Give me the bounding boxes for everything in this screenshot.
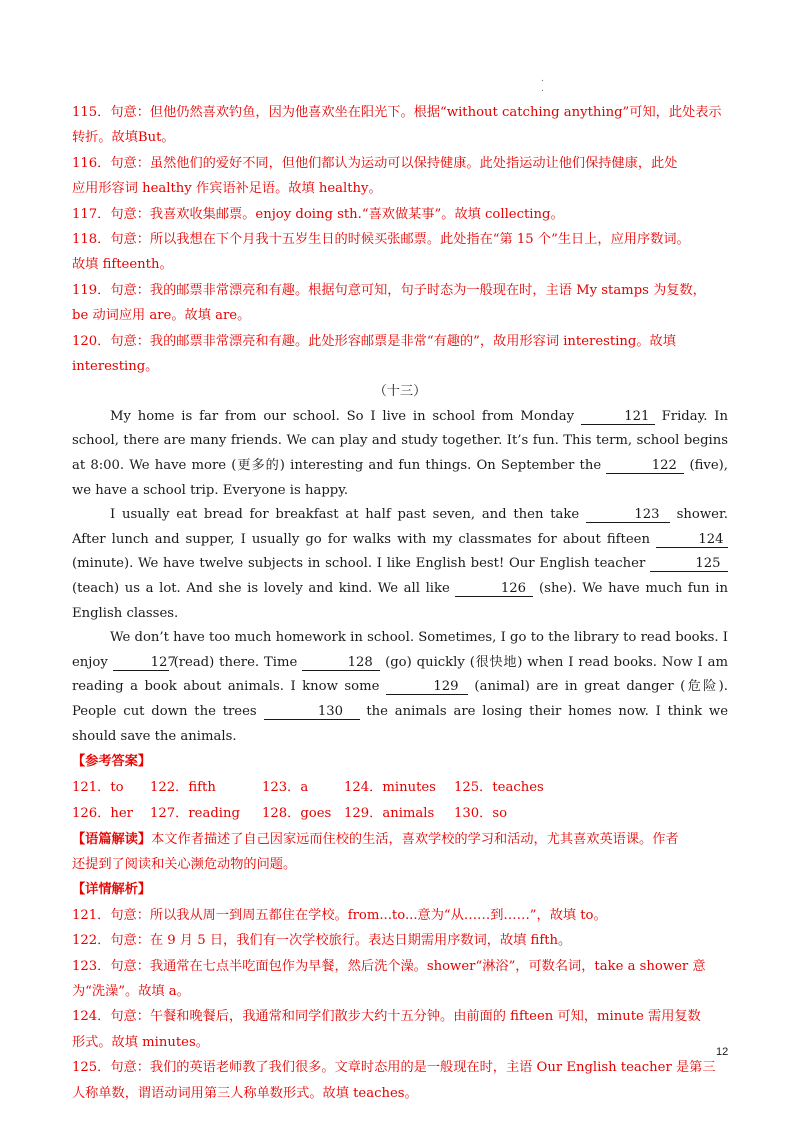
passage-text: My home is far from our school. So I live in school from Monday	[110, 408, 581, 424]
answer-item: 126．her	[72, 805, 133, 821]
explanations-top	[72, 100, 728, 379]
explanation-line: 故填 fifteenth。	[72, 257, 173, 273]
answer-heading: 【参考答案】	[72, 754, 152, 770]
page-content	[72, 100, 728, 1106]
explanation-line: 118．句意：所以我想在下个月我十五岁生日的时候买张邮票。此处指在“第 15 个”生日上，应用序数词。	[72, 232, 690, 248]
answer-item: 128．goes	[262, 805, 332, 821]
answer-item: 125．teaches	[454, 779, 544, 795]
explanation-line: 119．句意：我的邮票非常漂亮和有趣。根据句意可知，句子时态为一般现在时，主语 My stamps 为复数，	[72, 282, 706, 298]
explanation-line: 122．句意：在 9 月 5 日，我们有一次学校旅行。表达日期需用序数词，故填 fifth。	[72, 933, 572, 949]
explanation-line: 转折。故填But。	[72, 130, 175, 146]
explanation-line: interesting。	[72, 359, 159, 375]
explanation-line: 123．句意：我通常在七点半吃面包作为早餐，然后洗个澡。shower“淋浴”，可数名词，take a shower 意	[72, 958, 706, 974]
passage-text: We don’t have too much homework in school. Sometimes, I go to the library to read books. I enjoy	[72, 630, 728, 670]
reading-heading: 【语篇解读】	[72, 831, 152, 847]
answer-item: 127．reading	[150, 805, 240, 821]
passage-paragraph-1	[72, 405, 728, 503]
explanation-line: 形式。故填 minutes。	[72, 1034, 209, 1050]
blank-128: 128	[302, 655, 380, 671]
answer-item: 121．to	[72, 779, 124, 795]
blank-127: 127	[113, 655, 169, 671]
explanation-line: 为“洗澡”。故填 a。	[72, 984, 190, 1000]
page-number: 12	[716, 1046, 729, 1058]
explanation-line: 115．句意：但他仍然喜欢钓鱼，因为他喜欢坐在阳光下。根据“without catching anything”可知，此处表示	[72, 105, 722, 120]
blank-126: 126	[455, 581, 533, 597]
blank-125: 125	[650, 556, 728, 572]
explanation-line: 117．句意：我喜欢收集邮票。enjoy doing sth.“喜欢做某事”。故填 collecting。	[72, 206, 564, 222]
explanation-line: 121．句意：所以我从周一到周五都住在学校。from...to...意为“从……到……”，故填 to。	[72, 907, 607, 923]
reading-summary-line-2: 还提到了阅读和关心濒危动物的问题。	[72, 857, 297, 872]
header-dots: . .	[541, 74, 544, 94]
reading-text: 本文作者描述了自己因家远而住校的生活，喜欢学校的学习和活动，尤其喜欢英语课。作者	[151, 831, 679, 847]
explanation-line: 125．句意：我们的英语老师教了我们很多。文章时态用的是一般现在时，主语 Our English teacher 是第三	[72, 1060, 716, 1076]
passage-text: shower. After lunch and supper, I usually go for walks with my classmates for about fifteen	[72, 507, 728, 547]
explanation-line: 人称单数，谓语动词用第三人称单数形式。故填 teaches。	[72, 1085, 418, 1101]
blank-122: 122	[606, 458, 684, 474]
answers-row-2	[72, 801, 728, 827]
explanation-line: 124．句意：午餐和晚餐后，我通常和同学们散步大约十五分钟。由前面的 fifteen 可知，minute 需用复数	[72, 1009, 701, 1025]
explanation-line: be 动词应用 are。故填 are。	[72, 308, 251, 324]
passage-text: (minute). We have twelve subjects in school. I like English best! Our English teacher	[72, 556, 650, 572]
section-title: （十三）	[373, 384, 427, 400]
explanations-bottom	[72, 903, 728, 1106]
answer-item: 130．so	[454, 805, 508, 821]
blank-124: 124	[656, 532, 728, 548]
passage-text: Friday. In school, there are many friends. We can play and study together. It’s fun. This term, school begins at 8:00. We have more (更多的) interesting and fun things. On September the	[72, 408, 728, 474]
blank-129: 129	[386, 679, 468, 695]
explanation-line: 应用形容词 healthy 作宾语补足语。故填 healthy。	[72, 181, 382, 197]
passage-text: (read) there. Time	[168, 654, 303, 670]
passage-paragraph-2	[72, 503, 728, 626]
passage-text: I usually eat bread for breakfast at half past seven, and then take	[110, 507, 586, 523]
explanation-line: 116．句意：虽然他们的爱好不同，但他们都认为运动可以保持健康。此处指运动让他们保持健康，此处	[72, 155, 678, 171]
answer-item: 122．fifth	[150, 779, 216, 795]
blank-123: 123	[586, 507, 670, 523]
answer-item: 123．a	[262, 779, 309, 795]
answer-item: 124．minutes	[344, 779, 436, 795]
passage-paragraph-3	[72, 626, 728, 749]
reading-summary	[72, 827, 728, 852]
passage-text: (five), we have a school trip. Everyone is happy.	[72, 458, 728, 498]
analysis-heading: 【详情解析】	[72, 882, 152, 898]
passage-text: the animals are losing their homes now. I think we should save the animals.	[72, 704, 729, 744]
answers-row-1	[72, 775, 728, 801]
blank-121: 121	[581, 409, 655, 425]
passage-text: (go) quickly (很快地) when I read books. Now I am reading a book about animals. I know some	[72, 654, 728, 695]
passage-text: (teach) us a lot. And she is lovely and kind. We all like	[72, 581, 456, 597]
passage-text: (animal) are in great danger (危险). People cut down the trees	[72, 679, 728, 719]
passage-text: (she). We have much fun in English classes.	[72, 581, 728, 621]
answer-item: 129．animals	[344, 805, 435, 821]
explanation-line: 120．句意：我的邮票非常漂亮和有趣。此处形容邮票是非常“有趣的”，故用形容词 interesting。故填	[72, 333, 676, 349]
blank-130: 130	[264, 704, 360, 720]
